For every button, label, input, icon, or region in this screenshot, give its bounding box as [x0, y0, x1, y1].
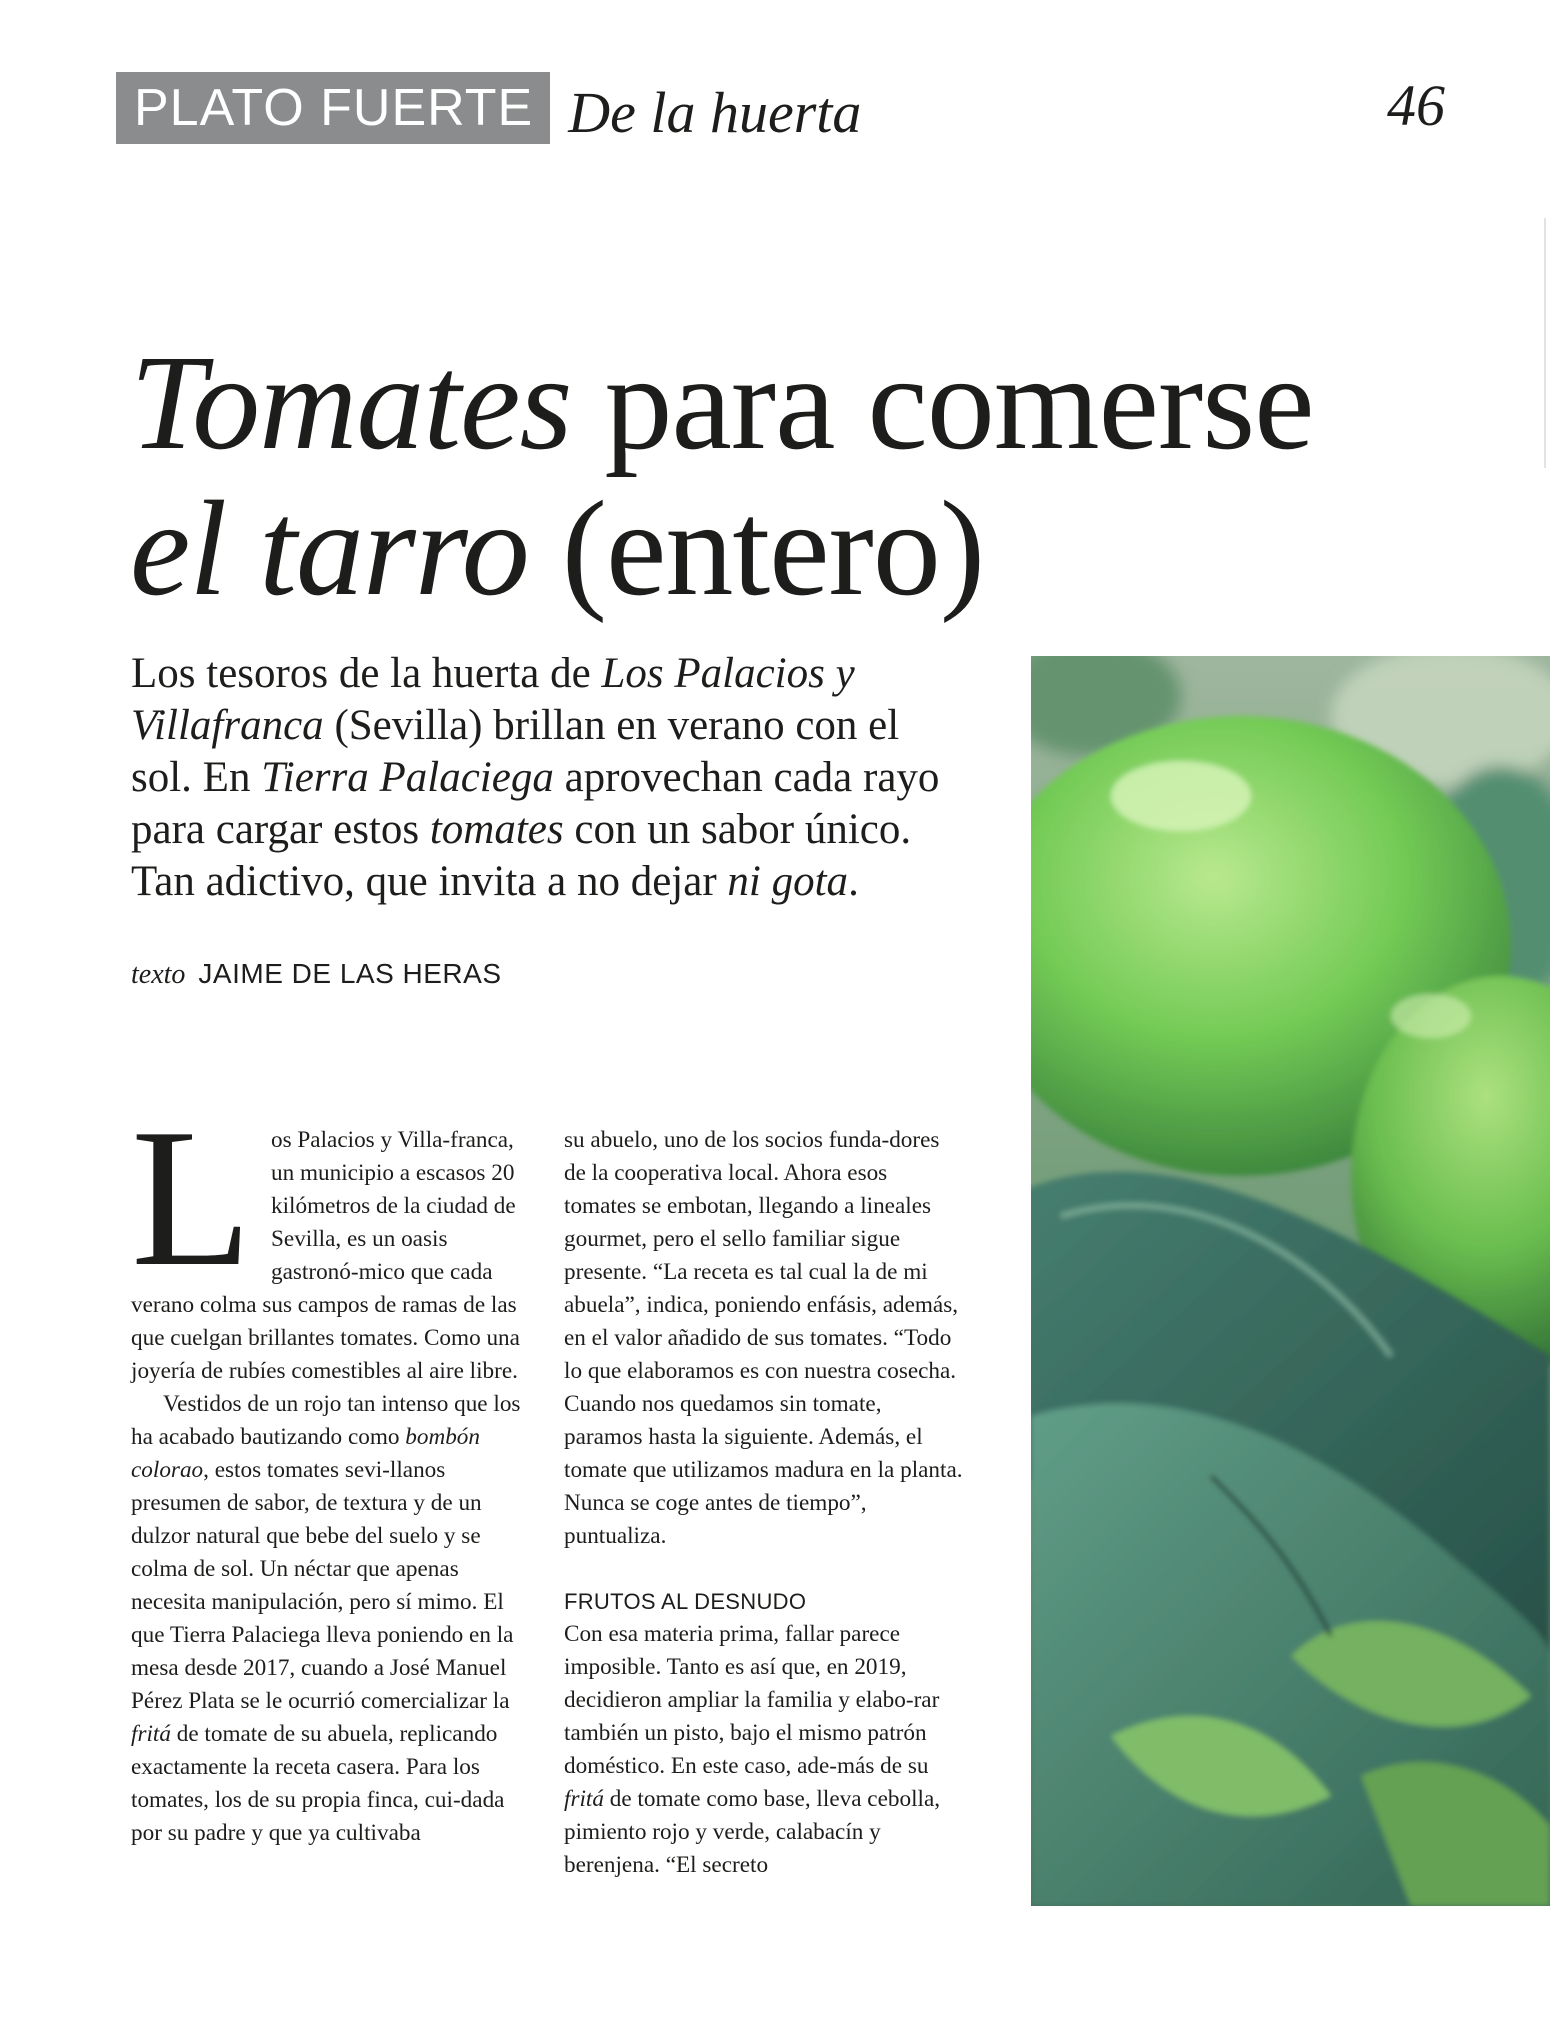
- lead-italic: Los Palacios y Villafranca: [131, 650, 855, 749]
- title-rest-1: para comerse: [571, 328, 1314, 478]
- page-number: 46: [1387, 73, 1445, 138]
- title-rest-2: (entero): [528, 474, 985, 624]
- body-text: Con esa materia prima, fallar parece imposible. Tanto es así que, en 2019, decidieron ampliar la familia y elabo-rar también un pisto, bajo el mismo patrón doméstico. En este caso, ade-más de su: [564, 1621, 940, 1779]
- section-badge: PLATO FUERTE: [116, 72, 550, 144]
- lead-text: .: [848, 858, 859, 905]
- body-column-2: [564, 1124, 964, 1882]
- lead-italic: ni gota: [727, 858, 849, 905]
- section-header: [116, 72, 861, 144]
- body-italic: fritá: [131, 1721, 171, 1747]
- body-italic: fritá: [564, 1786, 604, 1812]
- lead-text: aprovechan cada rayo para cargar estos: [131, 754, 940, 853]
- lead-text: (Sevilla) brillan en verano con el sol. En: [131, 702, 900, 801]
- lead-paragraph: [131, 648, 961, 908]
- body-italic: bombón colorao: [131, 1424, 480, 1483]
- subsection-label: De la huerta: [568, 79, 862, 145]
- lead-italic: Tierra Palaciega: [261, 754, 554, 801]
- drop-cap: L: [131, 1088, 252, 1307]
- byline-label: texto: [131, 959, 186, 990]
- byline: [131, 958, 502, 991]
- body-text: , estos tomates sevi-llanos presumen de sabor, de textura y de un dulzor natural que bebe del suelo y se colma de sol. Un néctar que apenas necesita manipulación, pero sí mimo. El que Tierra Palaciega lleva poniendo en la mesa desde 2017, cuando a José Manuel Pérez Plata se le ocurrió comercializar la: [131, 1457, 514, 1714]
- article-title: [130, 330, 1430, 622]
- edge-rule: [1544, 218, 1546, 468]
- body-paragraph: [131, 1388, 535, 1850]
- body-paragraph: [564, 1618, 964, 1882]
- lead-text: Los tesoros de la huerta de: [131, 650, 602, 697]
- body-column-1: [131, 1088, 535, 1850]
- body-text: Vestidos de un rojo tan intenso que los ha acabado bautizando como: [131, 1391, 521, 1450]
- lead-text: con un sabor único. Tan adictivo, que invita a no dejar: [131, 806, 912, 905]
- body-text: de tomate de su abuela, replicando exactamente la receta casera. Para los tomates, los de su propia finca, cui-dada por su padre y que ya cultivaba: [131, 1721, 505, 1846]
- title-italic-1: Tomates: [130, 328, 572, 478]
- tomato-plant-photo: [1031, 656, 1550, 1906]
- lead-italic: tomates: [429, 806, 564, 853]
- body-text: os Palacios y Villa-franca, un municipio a escasos 20 kilómetros de la ciudad de Sevilla, es un oasis gastronó-mico que cada verano colma sus campos de ramas de las que cuelgan brillantes tomates. Como una joyería de rubíes comestibles al aire libre.: [131, 1127, 520, 1384]
- body-text: de tomate como base, lleva cebolla, pimiento rojo y verde, calabacín y berenjena. “El secreto: [564, 1786, 941, 1878]
- body-paragraph: su abuelo, uno de los socios funda-dores de la cooperativa local. Ahora esos tomates se embotan, llegando a lineales gourmet, pero el sello familiar sigue presente. “La receta es tal cual la de mi abuela”, indica, poniendo enfásis, además, en el valor añadido de sus tomates. “Todo lo que elaboramos es con nuestra cosecha. Cuando nos quedamos sin tomate, paramos hasta la siguiente. Además, el tomate que utilizamos madura en la planta. Nunca se coge antes de tiempo”, puntualiza.: [564, 1127, 963, 1549]
- body-paragraph: [131, 1088, 535, 1388]
- title-italic-2: el tarro: [130, 474, 529, 624]
- section-subhead: FRUTOS AL DESNUDO: [564, 1589, 807, 1614]
- photo-illustration: [1031, 656, 1550, 1906]
- byline-author: JAIME DE LAS HERAS: [198, 958, 502, 989]
